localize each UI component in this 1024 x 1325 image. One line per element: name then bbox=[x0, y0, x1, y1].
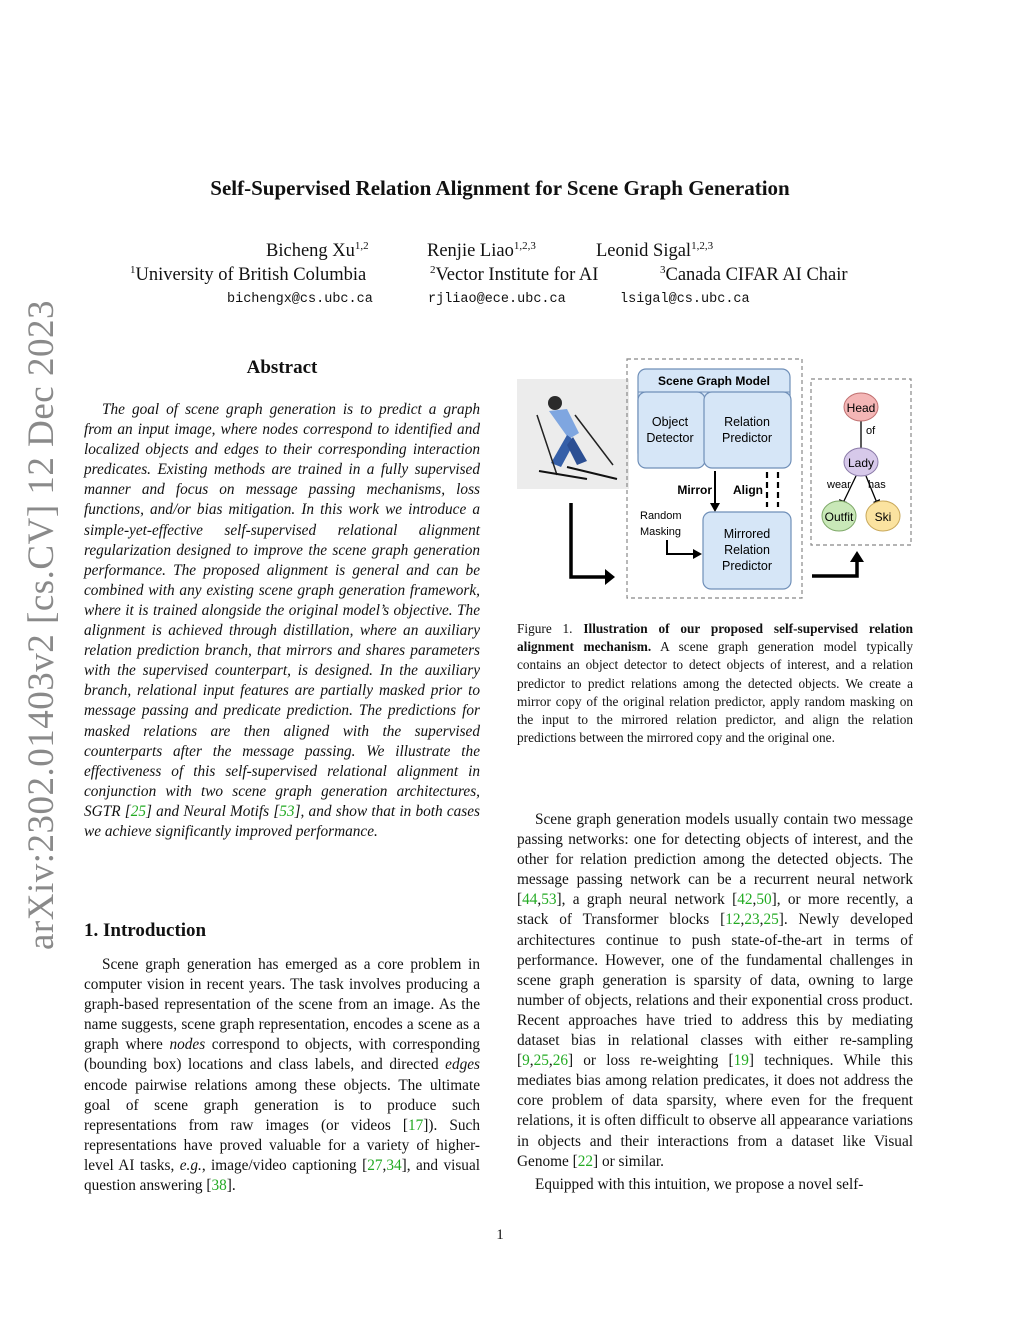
skier-photo bbox=[517, 379, 629, 489]
page-number: 1 bbox=[496, 1227, 504, 1243]
arxiv-stamp: arXiv:2302.01403v2 [cs.CV] 12 Dec 2023 bbox=[21, 300, 62, 950]
citation-link[interactable]: 34 bbox=[386, 1156, 402, 1174]
object-detector-box bbox=[638, 392, 705, 468]
mirrored-predictor-label: Mirrored bbox=[723, 527, 771, 541]
citation-link[interactable]: 53 bbox=[541, 891, 557, 909]
edge-wear-label: wear bbox=[827, 479, 851, 491]
random-masking-label: Random bbox=[640, 510, 682, 522]
author-1: Bicheng Xu$^{1,2}$ bbox=[266, 240, 369, 262]
citation-link[interactable]: 27 bbox=[367, 1156, 383, 1174]
edge-of-label: of bbox=[866, 425, 876, 437]
citation-link[interactable]: 19 bbox=[733, 1052, 749, 1070]
svg-text:Masking: Masking bbox=[640, 526, 681, 538]
svg-text:Lady: Lady bbox=[847, 456, 875, 470]
svg-text:Predictor: Predictor bbox=[721, 431, 773, 445]
citation-link[interactable]: 44 bbox=[522, 891, 538, 909]
align-label: Align bbox=[733, 483, 763, 497]
abstract-text: The goal of scene graph generation is to predict a graph from an input image, where nodes correspond to identified and localized objects and edges to their corresponding interaction predicates. Existing methods are trained in a fully supervised manner and focus on message passing mechanisms, loss functions, and/or bias mitigation. In this work we introduce a simple-yet-effective self-supervised relational alignment regularization designed to improve the scene graph generation performance. The proposed alignment is general and can be combined with any existing scene graph generation framework, where it is trained alongside the original model’s objective. The alignment is achieved through distillation, where an auxiliary relation prediction branch, that mirrors and shares parameters with the supervised counterpart, is designed. In the auxiliary branch, relational input features are partially masked prior to message passing and predicate prediction. The predictions for masked relations are then aligned with the supervised counterparts after the message passing. We illustrate the effectiveness of this self-supervised relational alignment in conjunction with two scene graph generation architectures, SGTR [25] and Neural Motifs [53], and show that in both cases we achieve significantly improved performance. bbox=[84, 401, 481, 840]
citation-link[interactable]: 42 bbox=[737, 891, 753, 909]
svg-text:Predictor: Predictor bbox=[721, 559, 773, 573]
relation-predictor-label: Relation bbox=[724, 415, 770, 429]
author-3: Leonid Sigal$^{1,2,3}$ bbox=[596, 240, 714, 262]
citation-link[interactable]: 26 bbox=[552, 1052, 569, 1070]
affiliation-3: $^3$Canada CIFAR AI Chair bbox=[660, 264, 848, 286]
citation-link[interactable]: 25 bbox=[533, 1052, 549, 1070]
citation-link[interactable]: 22 bbox=[577, 1152, 594, 1170]
svg-text:Detector: Detector bbox=[646, 431, 694, 445]
affiliation-2: $^2$Vector Institute for AI bbox=[430, 264, 599, 286]
abstract-heading: Abstract bbox=[246, 357, 318, 378]
output-arrow bbox=[812, 560, 857, 576]
figure-1-caption: Figure 1. Illustration of our proposed self-supervised relation alignment mechanism. A scene graph generation model typically contains an object detector to detect objects of interest, and a relation predictor to predict relations among the detected objects. We create a mirror copy of the original relation predictor, apply random masking on the input to the mirrored relation predictor, and align the relation predictions between the mirrored copy and the original one. bbox=[517, 621, 914, 746]
citation-link[interactable]: 50 bbox=[756, 891, 772, 909]
svg-text:Outfit: Outfit bbox=[824, 510, 854, 524]
citation-link[interactable]: 23 bbox=[744, 911, 760, 929]
svg-text:Relation: Relation bbox=[724, 543, 770, 557]
right-paragraph-2: Equipped with this intuition, we propose a novel self- bbox=[535, 1176, 864, 1193]
relation-predictor-box bbox=[704, 392, 791, 468]
email-2[interactable]: rjliao@ece.ubc.ca bbox=[428, 292, 566, 307]
citation-link[interactable]: 9 bbox=[522, 1052, 530, 1070]
citation-link[interactable]: 17 bbox=[408, 1116, 424, 1134]
object-detector-label: Object bbox=[651, 415, 689, 429]
figure-1 bbox=[517, 355, 917, 605]
citation-link[interactable]: 38 bbox=[211, 1177, 227, 1195]
scene-graph-model-label: Scene Graph Model bbox=[657, 374, 771, 388]
svg-text:Head: Head bbox=[846, 401, 876, 415]
author-2: Renjie Liao$^{1,2,3}$ bbox=[427, 240, 536, 262]
mirror-label: Mirror bbox=[677, 483, 712, 497]
input-arrow bbox=[571, 503, 607, 577]
right-paragraph-1: Scene graph generation models usually contain two message passing networks: one for detecting objects of interest, and the other for relation prediction among the detected objects. The message passing network can be a recurrent neural network [44,53], a graph neural network [42,50], or more recently, a stack of Transformer blocks [12,23,25]. Newly developed architectures continue to push state-of-the-art in terms of performance. However, one of the fundamental challenges in scene graph generation is sparsity of data, owning to large number of objects, relations and their exponential cross product. Recent approaches have tried to address this by mediating dataset bias in relational classes with either re-sampling [9,25,26] or loss re-weighting [19] techniques. While this mediates bias among relation predicates, it does not address the core problem of data sparsity, where even for the frequent relations, it is often difficult to observe all appearance variations in objects and their interactions from a dataset like Visual Genome [22] or similar. bbox=[517, 811, 913, 1170]
citation-link[interactable]: 25 bbox=[763, 911, 779, 929]
edge-has-label: has bbox=[868, 479, 886, 491]
paper-title: Self-Supervised Relation Alignment for Scene Graph Generation bbox=[210, 176, 790, 200]
email-1[interactable]: bichengx@cs.ubc.ca bbox=[227, 292, 373, 307]
email-3[interactable]: lsigal@cs.ubc.ca bbox=[620, 292, 750, 307]
section-heading-introduction: 1. Introduction bbox=[84, 920, 207, 941]
citation-link[interactable]: 53 bbox=[279, 802, 295, 820]
svg-text:Ski: Ski bbox=[874, 510, 892, 524]
intro-paragraph-1: Scene graph generation has emerged as a core problem in computer vision in recent years. The task involves producing a graph-based representation of the scene from an image. As the name suggests, scene graph representation, encodes a scene as a graph where nodes correspond to objects, with corresponding (bounding box) locations and class labels, and directed edges encode pairwise relations among these objects. The ultimate goal of scene graph generation is to produce such representations from raw images (or videos [17]). Such representations have proved valuable for a variety of higher-level AI tasks, e.g., image/video captioning [27,34], and visual question answering [38]. bbox=[84, 956, 480, 1195]
citation-link[interactable]: 25 bbox=[130, 802, 147, 820]
affiliation-1: $^1$University of British Columbia bbox=[130, 264, 367, 286]
citation-link[interactable]: 12 bbox=[725, 911, 741, 929]
